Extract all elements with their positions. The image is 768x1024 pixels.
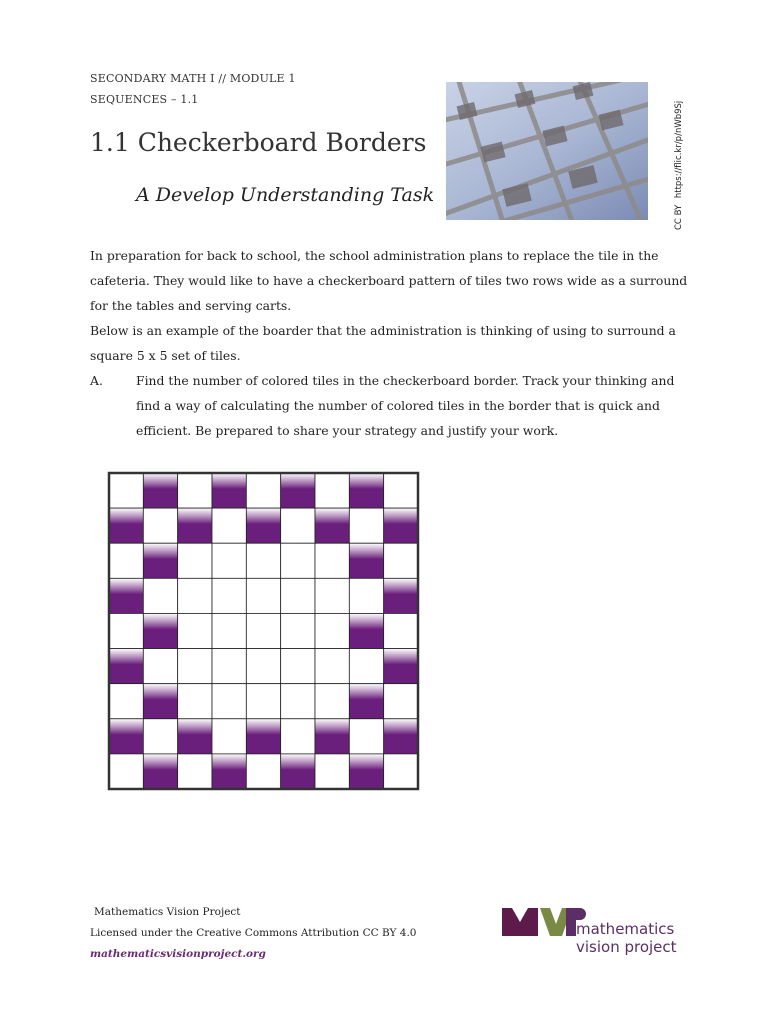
task-text (90, 243, 690, 443)
colored-tile (349, 613, 383, 648)
colored-tile (212, 473, 246, 508)
white-border-tile (212, 719, 246, 754)
inner-tile (315, 613, 349, 648)
colored-tile (384, 578, 418, 613)
module-line: SECONDARY MATH I // MODULE 1 (90, 72, 296, 85)
white-border-tile (109, 543, 143, 578)
inner-tile (212, 684, 246, 719)
white-border-tile (143, 508, 177, 543)
colored-tile (178, 508, 212, 543)
footer (90, 902, 416, 965)
white-border-tile (384, 543, 418, 578)
inner-tile (315, 684, 349, 719)
colored-tile (109, 508, 143, 543)
white-border-tile (349, 719, 383, 754)
inner-tile (212, 578, 246, 613)
colored-tile (143, 684, 177, 719)
inner-tile (315, 578, 349, 613)
module-header (90, 68, 296, 110)
checkerboard-grid (107, 471, 420, 791)
colored-tile (281, 473, 315, 508)
inner-tile (212, 613, 246, 648)
colored-tile (109, 649, 143, 684)
colored-tile (281, 754, 315, 789)
colored-tile (384, 649, 418, 684)
colored-tile (246, 719, 280, 754)
photo-license: CC BY (674, 204, 684, 230)
intro-paragraph: In preparation for back to school, the school administration plans to replace the tile in the cafeteria. They would like to have a checkerboard pattern of tiles two rows wide as a surround for the tables and serving carts. (90, 248, 688, 313)
tile-floor-photo (446, 82, 648, 220)
inner-tile (178, 684, 212, 719)
question-label: A. (90, 373, 103, 388)
colored-tile (315, 719, 349, 754)
inner-tile (246, 649, 280, 684)
colored-tile (384, 719, 418, 754)
white-border-tile (178, 754, 212, 789)
white-border-tile (384, 613, 418, 648)
white-border-tile (109, 473, 143, 508)
white-border-tile (315, 473, 349, 508)
white-border-tile (109, 684, 143, 719)
logo-line-1: mathematics (576, 920, 675, 938)
white-border-tile (349, 578, 383, 613)
inner-tile (281, 578, 315, 613)
white-border-tile (212, 508, 246, 543)
tile-floor-image (446, 82, 648, 220)
white-border-tile (178, 473, 212, 508)
footer-org: Mathematics Vision Project (94, 906, 241, 918)
white-border-tile (143, 719, 177, 754)
colored-tile (349, 684, 383, 719)
inner-tile (281, 613, 315, 648)
mvp-logo-text (576, 920, 677, 956)
white-border-tile (246, 473, 280, 508)
inner-tile (178, 578, 212, 613)
inner-tile (281, 649, 315, 684)
photo-url[interactable]: https://flic.kr/p/nWb9Sj (674, 100, 684, 199)
white-border-tile (384, 754, 418, 789)
inner-tile (281, 684, 315, 719)
inner-tile (246, 684, 280, 719)
inner-tile (212, 649, 246, 684)
logo-line-2: vision project (576, 938, 677, 956)
colored-tile (109, 719, 143, 754)
colored-tile (349, 543, 383, 578)
inner-tile (178, 649, 212, 684)
colored-tile (349, 754, 383, 789)
inner-tile (315, 543, 349, 578)
white-border-tile (384, 684, 418, 719)
inner-tile (178, 543, 212, 578)
page-subtitle: A Develop Understanding Task (136, 184, 435, 206)
colored-tile (178, 719, 212, 754)
white-border-tile (143, 578, 177, 613)
white-border-tile (349, 649, 383, 684)
inner-tile (246, 613, 280, 648)
checkerboard-figure (107, 471, 420, 791)
white-border-tile (109, 754, 143, 789)
colored-tile (143, 613, 177, 648)
inner-tile (178, 613, 212, 648)
white-border-tile (109, 613, 143, 648)
colored-tile (143, 754, 177, 789)
inner-tile (246, 543, 280, 578)
footer-url[interactable]: mathematicsvisionproject.org (90, 948, 266, 960)
white-border-tile (281, 508, 315, 543)
question-text: Find the number of colored tiles in the checkerboard border. Track your thinking and find a way of calculating the number of colored tiles in the border that is quick and efficient. Be prepared to share your strategy and justify your work. (136, 373, 675, 438)
inner-tile (212, 543, 246, 578)
colored-tile (212, 754, 246, 789)
photo-credit (674, 101, 684, 230)
colored-tile (315, 508, 349, 543)
white-border-tile (281, 719, 315, 754)
inner-tile (246, 578, 280, 613)
colored-tile (109, 578, 143, 613)
colored-tile (384, 508, 418, 543)
white-border-tile (384, 473, 418, 508)
footer-license: Licensed under the Creative Commons Attribution CC BY 4.0 (90, 927, 417, 939)
sequence-line: SEQUENCES – 1.1 (90, 93, 199, 106)
colored-tile (143, 543, 177, 578)
inner-tile (281, 543, 315, 578)
white-border-tile (246, 754, 280, 789)
colored-tile (246, 508, 280, 543)
colored-tile (349, 473, 383, 508)
page-title: 1.1 Checkerboard Borders (90, 128, 427, 157)
white-border-tile (349, 508, 383, 543)
white-border-tile (143, 649, 177, 684)
inner-tile (315, 649, 349, 684)
colored-tile (143, 473, 177, 508)
white-border-tile (315, 754, 349, 789)
example-paragraph: Below is an example of the boarder that the administration is thinking of using to surround a square 5 x 5 set of tiles. (90, 323, 676, 363)
question-a (90, 368, 690, 443)
